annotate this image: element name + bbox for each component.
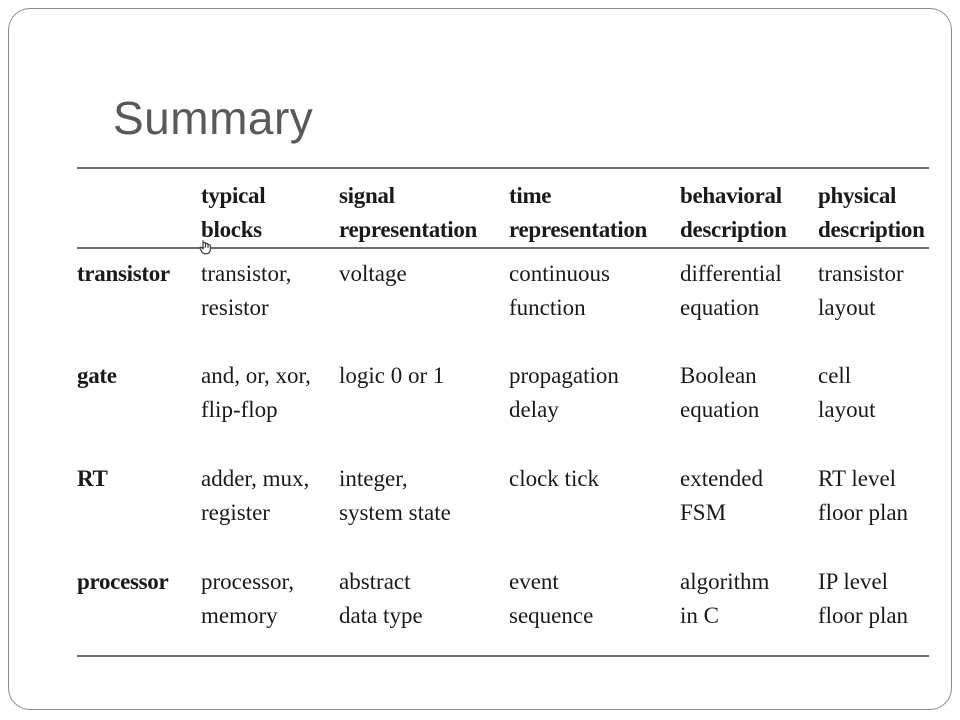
table-cell: transistor, resistor [201, 261, 292, 320]
table-cell: processor, memory [201, 569, 294, 628]
table-cell: event sequence [509, 569, 594, 628]
table-cell: logic 0 or 1 [339, 363, 445, 388]
table-cell: cell layout [818, 363, 876, 422]
table-cell: differential equation [680, 261, 782, 320]
header-row [77, 169, 929, 248]
table-row [77, 248, 929, 351]
table-row [77, 351, 929, 454]
table-cell: propagation delay [509, 363, 619, 422]
header-cell-time-representation: time representation [509, 183, 648, 242]
table-cell: continuous function [509, 261, 610, 320]
header-cell-typical-blocks: typical blocks [201, 183, 266, 242]
table-cell: clock tick [509, 466, 600, 491]
header-cell-corner [77, 169, 201, 248]
hand-pointer-icon [199, 239, 213, 255]
row-label: RT [77, 466, 108, 491]
slide-title: Summary [113, 92, 314, 144]
row-label: processor [77, 569, 169, 594]
table-cell: abstract data type [339, 569, 423, 628]
table-row [77, 557, 929, 655]
header-cell-physical-description: physical description [818, 183, 925, 242]
table-cell: adder, mux, register [201, 466, 310, 525]
table-cell: integer, system state [339, 466, 451, 525]
header-cell-signal-representation: signal representation [339, 183, 478, 242]
table-cell: extended FSM [680, 466, 764, 525]
slide [8, 8, 952, 710]
table-row [77, 454, 929, 557]
table-cell: and, or, xor, flip-flop [201, 363, 311, 422]
table-cell: voltage [339, 261, 407, 286]
header-cell-behavioral-description: behavioral description [680, 183, 787, 242]
bottom-rule [77, 655, 929, 657]
table-cell: transistor layout [818, 261, 904, 320]
table-cell: Boolean equation [680, 363, 760, 422]
table-cell: IP level floor plan [818, 569, 909, 628]
row-label: transistor [77, 261, 170, 286]
table-cell: algorithm in C [680, 569, 770, 628]
table-cell: RT level floor plan [818, 466, 909, 525]
row-label: gate [77, 363, 117, 388]
summary-table-container [77, 167, 929, 657]
